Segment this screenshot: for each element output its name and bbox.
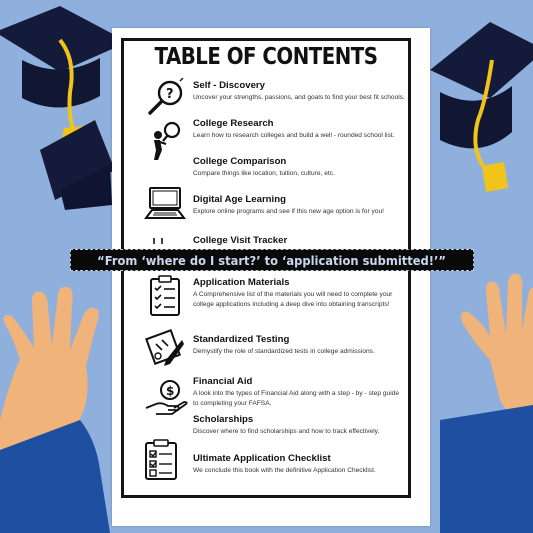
graduation-cap-icon — [40, 120, 115, 210]
laptop-icon — [144, 184, 186, 224]
toc-entry-description: A Comprehensive list of the materials you will need to complete your college applications including a deep dive into obtaining transcripts! — [193, 291, 393, 308]
toc-entry-title: Application Materials — [193, 277, 290, 288]
graduation-cap-icon — [430, 22, 533, 192]
toc-entry-self-discovery — [193, 80, 405, 103]
toc-entry-title: Ultimate Application Checklist — [193, 453, 331, 464]
svg-text:?: ? — [166, 87, 174, 102]
toc-entry-college-research — [193, 118, 405, 141]
toc-entry-application-materials — [193, 277, 405, 309]
checklist-clipboard-icon — [142, 438, 182, 482]
toc-entry-college-comparison — [193, 156, 405, 179]
toc-entry-description: Uncover your strengths, passions, and goals to find your best fit schools. — [193, 94, 405, 101]
toc-entry-title: Scholarships — [193, 414, 254, 425]
checklist-clipboard-icon — [146, 274, 184, 318]
toc-entry-description: Discover where to find scholarships and how to track effectively. — [193, 428, 380, 435]
toc-entry-financial-aid — [193, 376, 405, 408]
toc-entry-title: Digital Age Learning — [193, 194, 286, 205]
toc-entry-description: A look into the types of Financial Aid along with a step - by - step guide to completing your FAFSA. — [193, 390, 399, 407]
toc-entry-description: Explore online programs and see if this new age option is for you! — [193, 208, 384, 215]
toc-entry-description: Learn how to research colleges and build a well - rounded school list. — [193, 132, 395, 139]
toc-entry-digital-age-learning — [193, 194, 405, 217]
magnifier-question-icon — [146, 78, 186, 116]
person-magnifier-icon — [146, 120, 186, 162]
test-sheet-pencil-icon — [144, 326, 186, 368]
toc-entry-scholarships — [193, 414, 405, 437]
toc-entry-college-visit-tracker — [193, 235, 405, 248]
graduation-cap-icon — [0, 6, 128, 150]
toc-entry-title: Financial Aid — [193, 376, 253, 387]
toc-entry-title: Standardized Testing — [193, 334, 290, 345]
toc-entry-standardized-testing — [193, 334, 405, 357]
toc-entry-description: Demystify the role of standardized tests in college admissions. — [193, 348, 375, 355]
raised-hand-right — [440, 274, 533, 533]
page-title: TABLE OF CONTENTS — [154, 44, 378, 70]
tagline-banner — [70, 249, 474, 271]
toc-entry-description: Compare things like location, tuition, culture, etc. — [193, 170, 335, 177]
toc-entry-title: College Visit Tracker — [193, 235, 288, 246]
calendar-icon — [150, 236, 184, 248]
raised-hand-left — [0, 287, 110, 533]
svg-text:$: $ — [166, 384, 175, 398]
tagline-text: “From ‘where do I start?’ to ‘application submitted!’” — [97, 252, 447, 268]
hand-coin-icon — [144, 378, 188, 418]
toc-entry-title: College Comparison — [193, 156, 287, 167]
toc-entry-ultimate-application-checklist — [193, 453, 405, 476]
toc-entry-description: We conclude this book with the definitive Application Checklist. — [193, 467, 376, 474]
toc-entry-title: College Research — [193, 118, 274, 129]
toc-entry-title: Self - Discovery — [193, 80, 265, 91]
